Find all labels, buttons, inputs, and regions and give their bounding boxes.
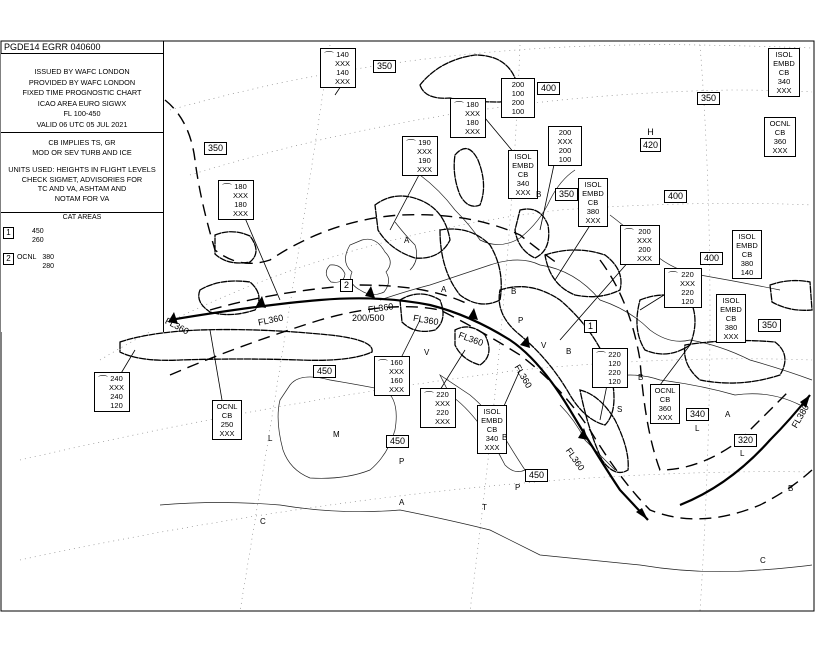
cb-note: CB IMPLIES TS, GR MOD OR SEV TURB AND ICE [32,138,132,157]
issue-line: VALID 06 UTC 05 JUL 2021 [36,119,128,129]
turbulence-icon: ⌒ [624,229,634,240]
tropopause-height: 350 [697,92,720,105]
turbulence-icon: ⌒ [378,360,388,371]
map-letter: L [740,449,745,458]
tropopause-height: 340 [686,408,709,421]
map-letter: B [788,484,794,493]
turbulence-icon: ⌒ [222,184,232,195]
chart-code: PGDE14 EGRR 040600 [4,42,101,52]
map-letter: L [695,424,700,433]
high-value: 420 [640,138,661,152]
cat-area-entry [3,253,54,271]
map-letter: A [725,410,731,419]
map-letter: B [511,287,517,296]
cat-area-id: 1 [3,227,14,239]
map-letter: A [441,285,447,294]
issue-line: ISSUED BY WAFC LONDON [34,67,130,76]
issue-info [1,53,163,133]
tropopause-height: 450 [313,365,336,378]
issue-line: PROVIDED BY WAFC LONDON [28,77,136,87]
turbulence-icon: ⌒ [668,272,678,283]
cloud-label: ⌒ 190 XXX 190 XXX [402,136,438,176]
cloud-label: ⌒ 220 120 220 120 [592,348,628,388]
map-letter: S [617,405,623,414]
tropopause-height: 350 [373,60,396,73]
cloud-label: ⌒ 160 XXX 160 XXX [374,356,410,396]
jet-depth-label: 200/500 [352,313,385,323]
units-note: UNITS USED: HEIGHTS IN FLIGHT LEVELS CHECK SIGMET, ADVISORIES FOR TC AND VA, ASHTAM AND NOTAM FOR VA [8,165,156,203]
jet-level-label: FL380 [789,402,812,430]
cloud-label: OCNL CB 360 XXX [650,384,680,424]
map-letter: B [536,190,542,199]
tropopause-height: 450 [525,469,548,482]
turbulence-icon: ⌒ [324,52,334,63]
map-letter: P [515,483,521,492]
issue-line: FL 100-450 [63,109,101,118]
tropopause-height: 400 [664,190,687,203]
map-letter: P [399,457,405,466]
high-marker [640,126,661,152]
jet-level-label: FL360 [163,315,191,337]
cat-area-marker: 2 [340,279,353,292]
issue-line: ICAO AREA EURO SIGWX [37,98,127,108]
map-letter: T [482,503,487,512]
cloud-label: ⌒ 140 XXX 140 XXX [320,48,356,88]
jet-level-label: FL360 [512,362,534,390]
tropopause-height: 400 [700,252,723,265]
cloud-biscay [199,281,259,315]
issue-line: FIXED TIME PROGNOSTIC CHART [22,88,142,97]
cloud-label: ⌒ 180 XXX 180 XXX [218,180,254,220]
cloud-label: ⌒ 200 XXX 200 XXX [620,225,660,265]
map-letter: B [566,347,572,356]
tropopause-height: 350 [555,188,578,201]
cloud-east-edge [770,281,812,311]
tropopause-height: 350 [204,142,227,155]
cloud-label: ⌒ 240 XXX 240 120 [94,372,130,412]
map-letter: B [502,433,508,442]
cloud-label: ISOL EMBD CB 340 XXX [477,405,507,454]
cloud-label: ISOL EMBD CB 380 XXX [716,294,746,343]
turbulence-icon: ⌒ [596,352,606,363]
turbulence-icon: ⌒ [406,140,416,151]
map-letter: C [260,517,266,526]
cloud-label: ⌒ 220 XXX 220 120 [664,268,702,308]
cloud-balkans [580,390,628,472]
cat-areas-title: CAT AREAS [62,214,102,221]
jet-level-label: FL360 [563,445,587,473]
cloud-label: ⌒ 220 XXX 220 XXX [420,388,456,428]
cloud-baltic [515,209,549,258]
cloud-label: OCNL CB 360 XXX [764,117,796,157]
map-letter: A [404,236,410,245]
cat-area-prefix: OCNL [16,254,37,261]
map-letter: M [333,430,340,439]
high-letter: H [647,127,654,137]
map-letter: P [518,316,524,325]
turbulence-icon: ⌒ [454,102,464,113]
jet-level-label: FL360 [257,312,285,328]
tropopause-height: 320 [734,434,757,447]
cloud-label: 200 100 200 100 [501,78,535,118]
cloud-black-sea [685,341,785,384]
cloud-label: ISOL EMBD CB 340 XXX [508,150,538,199]
jet-level-label: FL360 [457,329,485,349]
tropopause-height: 450 [386,435,409,448]
cat-areas-legend [1,212,163,332]
cloud-label: ⌒ 180 XXX 180 XXX [450,98,486,138]
cat-area-top: 450 [31,228,44,235]
map-letter: V [541,341,547,350]
cloud-label: ISOL EMBD CB 340 XXX [768,48,800,97]
cloud-poland [545,250,621,297]
cat-area-entry [3,227,44,245]
cloud-norway [454,149,483,207]
cloud-uk-1 [375,196,450,258]
cloud-ireland [215,232,256,263]
map-letter: V [424,348,430,357]
jet-level-label: FL360 [367,301,395,315]
cat-area-base: 280 [42,263,55,270]
notes [1,133,163,213]
cloud-label: ISOL EMBD CB 380 XXX [578,178,608,227]
cat-area-top: 380 [42,254,55,261]
cloud-label: ISOL EMBD CB 380 140 [732,230,762,279]
tropopause-height: 350 [758,319,781,332]
cloud-label: 200 XXX 200 100 [548,126,582,166]
turbulence-icon: ⌒ [98,376,108,387]
cat-area-id: 2 [3,253,14,265]
cat-area-marker: 1 [584,320,597,333]
map-letter: C [760,556,766,565]
cloud-label: OCNL CB 250 XXX [212,400,242,440]
map-letter: L [268,434,273,443]
map-letter: A [399,498,405,507]
cat-area-base: 260 [31,237,44,244]
cat-areas-lines [165,100,812,519]
tropopause-height: 400 [537,82,560,95]
map-letter: B [638,373,644,382]
jet-level-label: FL360 [412,312,440,328]
turbulence-icon: ⌒ [424,392,434,403]
